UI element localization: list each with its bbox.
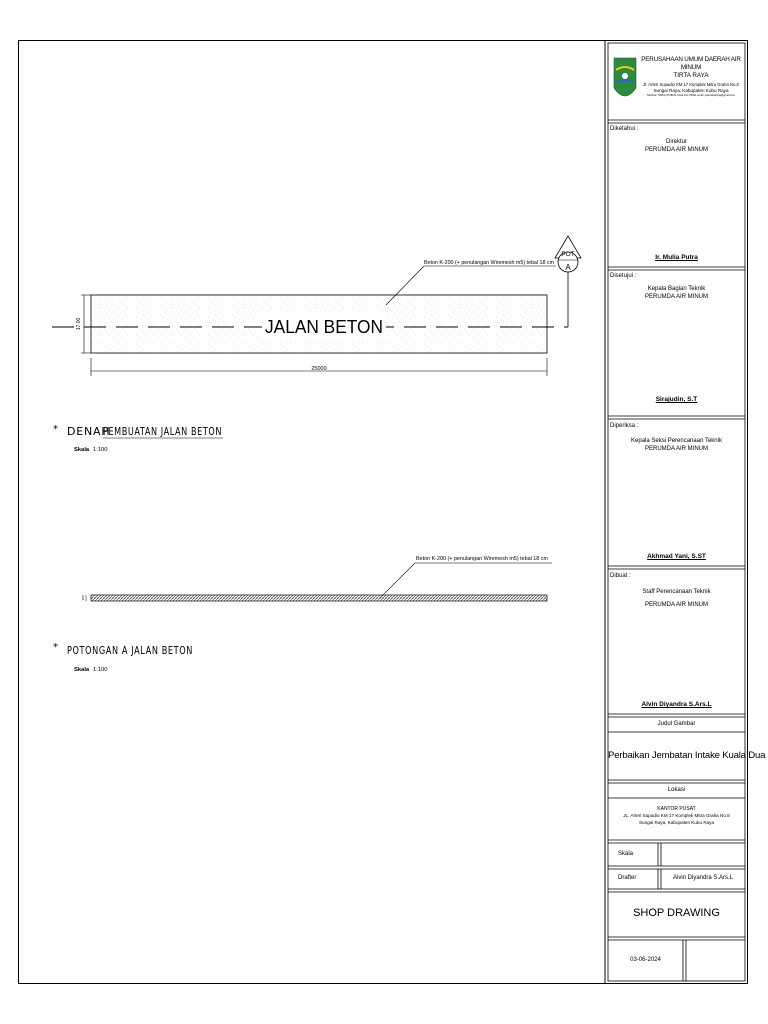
approval-1-name: Ir. Mulia Putra [655,254,698,261]
pot-label-bottom: A [565,263,571,272]
section-scale-label: Skala [74,667,90,673]
company-logo [614,58,636,96]
section-title: POTONGAN A JALAN BETON [67,644,193,657]
section-callout: Beton K-200 (+ penulangan Wiremesh m5) tebal 18 cm [416,556,549,562]
skala-label: Skala [618,851,634,857]
company-header [638,56,744,98]
section-dimension: 180 [81,595,85,601]
approval-1-role: Diketahui : [610,126,639,132]
pot-label-top: POT [561,251,575,258]
company-name: PERUSAHAAN UMUM DAERAH AIR MINUM [641,56,741,71]
approval-3-org: PERUMDA AIR MINUM [644,446,708,452]
company-address2: Sungai Raya, Kabupaten Kubu Raya [653,88,729,93]
plan-title-part1: DENAH [67,425,111,438]
approval-2-org: PERUMDA AIR MINUM [644,294,708,300]
plan-title-part2: PEMBUATAN JALAN BETON [103,425,222,438]
drafter-value: Alvin Diyandra S.Ars.L [672,875,734,881]
approval-4-position: Staff Perencanaan Teknik [642,589,711,595]
sheet-type: SHOP DRAWING [633,907,720,919]
lokasi-line1: KANTOR PUSAT [657,806,696,812]
section-title-bullet: * [53,642,58,653]
approval-4-org: PERUMDA AIR MINUM [644,602,708,608]
approval-3-position: Kepala Seksi Perencanaan Teknik [631,438,722,444]
dimension-length: 25000 [311,366,327,372]
dimension-width: 17.00 [76,317,82,331]
approval-3-role: Diperiksa : [610,423,639,429]
plan-title-bullet: * [53,424,58,435]
approval-4-name: Alvin Diyandra S.Ars.L [641,701,712,708]
approval-1-org: PERUMDA AIR MINUM [644,147,708,153]
approval-1-position: Direktur [665,139,687,145]
lokasi-label: Lokasi [667,787,686,793]
plan-scale-value: 1:100 [93,447,108,453]
lokasi-line2: JL. Arteri Supadio KM 17 Komplek Mitra Graha No.8 [623,813,730,818]
approval-4-role: Dibuat : [610,573,631,579]
company-name2: TIRTA RAYA [673,72,709,79]
company-address1: Jl. Arteri Supadio KM 17 Komplek Mitra Graha No.8 [643,82,739,87]
approval-2-role: Disetujui : [610,273,637,279]
plan-callout: Beton K-200 (+ penulangan Wiremesh m5) tebal 18 cm [424,260,555,266]
judul-value: Perbaikan Jembatan Intake Kuala Dua [608,750,766,761]
lokasi-line3: Sungai Raya, Kabupaten Kubu Raya [638,820,715,825]
judul-label: Judul Gambar [657,721,696,727]
plan-scale-label: Skala [74,447,90,453]
drawing-date: 03-06-2024 [630,957,661,963]
road-label: JALAN BETON [265,317,383,337]
approval-3-name: Akhmad Yani, S.ST [647,553,706,560]
drafter-label: Drafter [618,875,637,881]
title-block-frame [605,40,766,984]
section-scale-value: 1:100 [93,667,108,673]
company-contact: Telp/Fax: (0561) 6718151 Kode Pos 78391 email: pdamtirtaraya@gmail.com [646,94,736,97]
approval-2-position: Kepala Bagian Teknik [647,286,706,292]
approval-2-name: Sirajudin, S.T [655,396,698,403]
